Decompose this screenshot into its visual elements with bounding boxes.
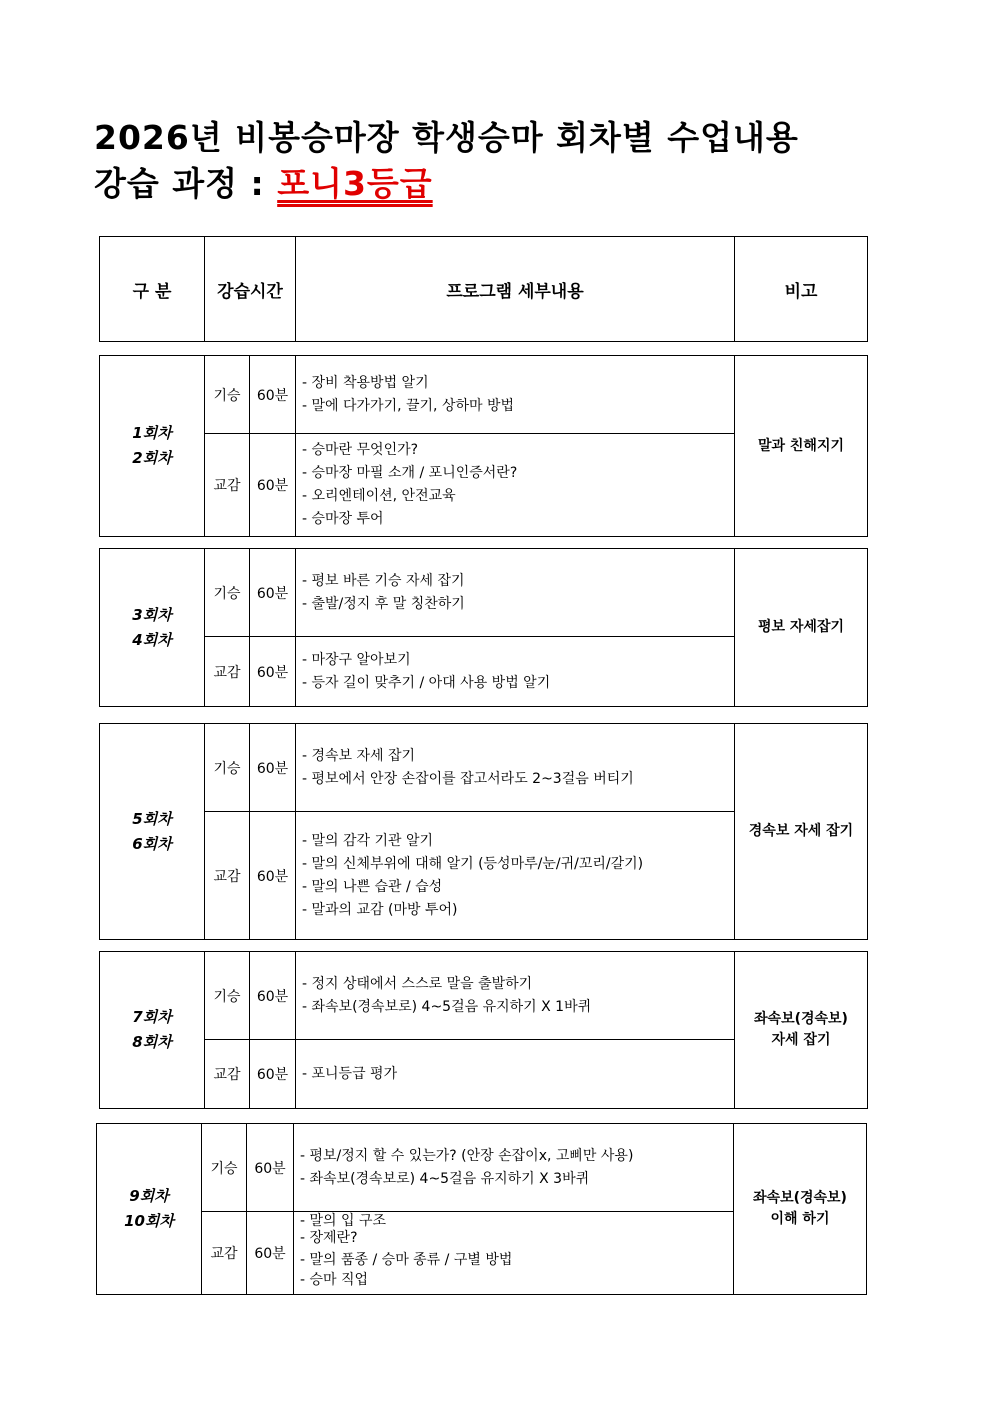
row-content: - 평보/정지 할 수 있는가? (안장 손잡이x, 고삐만 사용) - 좌속보(경속보로) 4~5걸음 유지하기 X 3바퀴 — [294, 1124, 734, 1212]
row-type: 기승 — [205, 549, 250, 637]
row-type: 기승 — [202, 1124, 247, 1212]
row-content: - 장비 착용방법 알기 - 말에 다가가기, 끌기, 상하마 방법 — [296, 356, 735, 434]
row-duration: 60분 — [250, 952, 296, 1040]
row-type: 교감 — [205, 812, 250, 940]
session-label: 3회차 4회차 — [100, 549, 205, 707]
session-block-5 — [96, 1123, 867, 1295]
row-content: - 마장구 알아보기 - 등자 길이 맞추기 / 아대 사용 방법 알기 — [296, 637, 735, 707]
header-session: 구 분 — [100, 237, 205, 342]
row-duration: 60분 — [250, 549, 296, 637]
row-content: - 경속보 자세 잡기 - 평보에서 안장 손잡이를 잡고서라도 2~3걸음 버티기 — [296, 724, 735, 812]
session-block-1 — [99, 355, 868, 537]
row-duration: 60분 — [250, 356, 296, 434]
page-title-line1: 2026년 비봉승마장 학생승마 회차별 수업내용 — [94, 118, 799, 157]
row-type: 교감 — [205, 1040, 250, 1109]
block-note: 평보 자세잡기 — [735, 549, 868, 707]
row-content: - 포니등급 평가 — [296, 1040, 735, 1109]
block-note: 좌속보(경속보) 자세 잡기 — [735, 952, 868, 1109]
row-duration: 60분 — [247, 1124, 294, 1212]
session-block-2 — [99, 548, 868, 707]
row-content: - 평보 바른 기승 자세 잡기 - 출발/정지 후 말 칭찬하기 — [296, 549, 735, 637]
row-type: 교감 — [202, 1212, 247, 1295]
row-duration: 60분 — [250, 637, 296, 707]
row-type: 기승 — [205, 356, 250, 434]
session-label: 1회차 2회차 — [100, 356, 205, 537]
course-name: 포니3등급 — [277, 164, 433, 203]
row-duration: 60분 — [247, 1212, 294, 1295]
header-time: 강습시간 — [205, 237, 296, 342]
row-type: 교감 — [205, 637, 250, 707]
session-block-3 — [99, 723, 868, 940]
header-note: 비고 — [735, 237, 868, 342]
row-type: 기승 — [205, 952, 250, 1040]
row-duration: 60분 — [250, 434, 296, 537]
row-content: - 말의 입 구조 - 장제란? - 말의 품종 / 승마 종류 / 구별 방법 - 승마 직업 — [294, 1212, 734, 1295]
row-duration: 60분 — [250, 724, 296, 812]
course-label: 강습 과정 : — [94, 164, 265, 203]
block-note: 말과 친해지기 — [735, 356, 868, 537]
row-content: - 승마란 무엇인가? - 승마장 마필 소개 / 포니인증서란? - 오리엔테이션, 안전교육 - 승마장 투어 — [296, 434, 735, 537]
row-content: - 정지 상태에서 스스로 말을 출발하기 - 좌속보(경속보로) 4~5걸음 유지하기 X 1바퀴 — [296, 952, 735, 1040]
header-program: 프로그램 세부내용 — [296, 237, 735, 342]
session-label: 7회차 8회차 — [100, 952, 205, 1109]
row-type: 기승 — [205, 724, 250, 812]
session-label: 9회차 10회차 — [97, 1124, 202, 1295]
table-header — [99, 236, 868, 342]
page-title-line2 — [94, 158, 433, 205]
row-content: - 말의 감각 기관 알기 - 말의 신체부위에 대해 알기 (등성마루/눈/귀/꼬리/갈기) - 말의 나쁜 습관 / 습성 - 말과의 교감 (마방 투어) — [296, 812, 735, 940]
row-type: 교감 — [205, 434, 250, 537]
session-block-4 — [99, 951, 868, 1109]
block-note: 경속보 자세 잡기 — [735, 724, 868, 940]
block-note: 좌속보(경속보) 이해 하기 — [734, 1124, 867, 1295]
row-duration: 60분 — [250, 1040, 296, 1109]
session-label: 5회차 6회차 — [100, 724, 205, 940]
row-duration: 60분 — [250, 812, 296, 940]
